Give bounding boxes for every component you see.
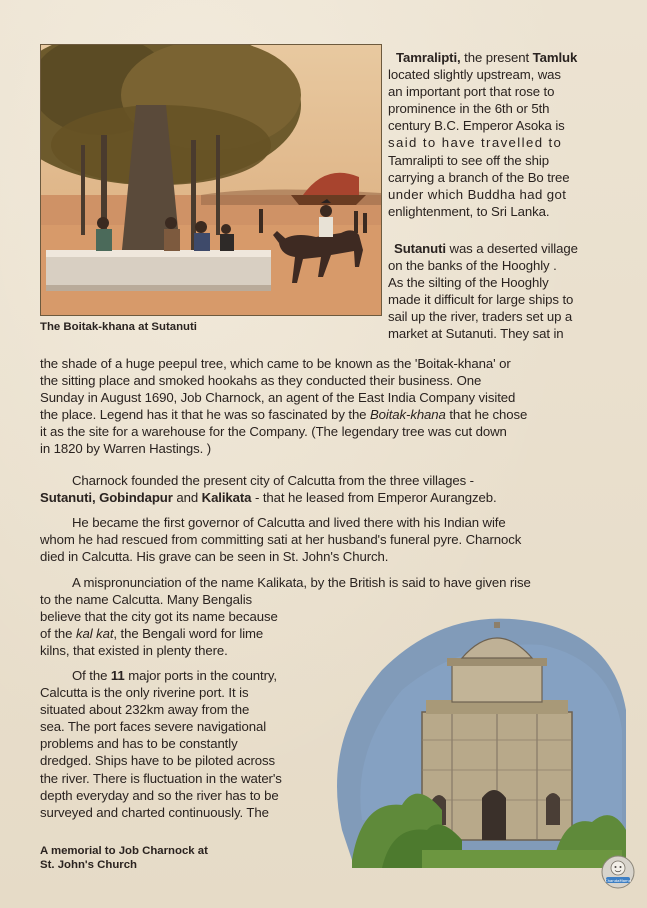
tamralipti-line-3: prominence in the 6th or 5th [388, 101, 550, 117]
ports-line-3: sea. The port faces severe navigational [40, 719, 267, 735]
boitak-line-4: it as the site for a warehouse for the Company. (The legendary tree was cut down [40, 424, 507, 440]
tamralipti-line-6: Tamralipti to see off the ship [388, 152, 549, 168]
mispronunciation-line-3a: of the [40, 626, 76, 642]
caption-memorial-line-1: St. John's Church [40, 859, 138, 871]
tamralipti-line-7: carrying a branch of the Bo tree [388, 169, 570, 185]
tamralipti-line-9: enlightenment, to Sri Lanka. [388, 203, 550, 219]
ports-11-bold: 11 [110, 668, 125, 683]
logo-text: ChandaMama [604, 877, 632, 883]
sutanuti-paragraph [388, 240, 610, 343]
boitak-line-2: Sunday in August 1690, Job Charnock, an agent of the East India Company visited [40, 390, 516, 406]
sutanuti-bold: Sutanuti [394, 241, 446, 256]
sutanuti-line-4: sail up the river, traders set up a [388, 309, 573, 325]
boitak-khana-paragraph [40, 355, 610, 458]
mispronunciation-line-4: kilns, that existed in plenty there. [40, 643, 228, 659]
memorial-drawing [322, 600, 628, 870]
sutanuti-line-3: made it difficult for large ships to [388, 292, 574, 308]
mispronunciation-line-0: A mispronunciation of the name Kalikata, by the British is said to have given rise [72, 575, 531, 590]
caption-memorial [40, 844, 208, 872]
tamralipti-line-8: under which Buddha had got [388, 186, 567, 202]
ports-line-0b: major ports in the country, [124, 668, 277, 683]
ports-line-0a: Of the [72, 668, 111, 683]
kalikata-bold: Kalikata [201, 490, 252, 506]
sutanuti-text: was a deserted village [445, 241, 578, 256]
boitak-line-0: the shade of a huge peepul tree, which came to be known as the 'Boitak-khana' or [40, 356, 511, 371]
boitak-khana-italic: Boitak-khana [369, 407, 446, 423]
villages-bold: Sutanuti, Gobindapur [40, 490, 173, 506]
ports-line-8: surveyed and charted continuously. The [40, 804, 269, 820]
governor-line-0: He became the first governor of Calcutta and lived there with his Indian wife [72, 515, 506, 530]
tamluk-bold: Tamluk [532, 50, 578, 65]
governor-paragraph [40, 514, 610, 565]
boitak-line-1: the sitting place and smoked hookahs as they conducted their business. One [40, 373, 482, 389]
chandamama-logo-mark [601, 855, 635, 889]
founded-and: and [172, 490, 202, 506]
founded-line-1-tail: - that he leased from Emperor Aurangzeb. [251, 490, 497, 506]
ports-line-1: Calcutta is the only riverine port. It is [40, 685, 249, 701]
caption-memorial-line-0: A memorial to Job Charnock at [40, 845, 208, 857]
boitak-line-3 [40, 406, 610, 423]
ports-line-4: problems and has to be constantly [40, 736, 238, 752]
memorial-illustration [322, 600, 628, 870]
ports-line-6: the river. There is fluctuation in the water's [40, 770, 282, 786]
charnock-founded-paragraph [40, 472, 610, 506]
governor-line-2: died in Calcutta. His grave can be seen in St. John's Church. [40, 549, 389, 565]
tamralipti-line-1: located slightly upstream, was [388, 67, 561, 83]
founded-line-0: Charnock founded the present city of Calcutta from the three villages - [72, 473, 474, 488]
sutanuti-line-2: As the silting of the Hooghly [388, 275, 549, 291]
tamralipti-bold: Tamralipti, [396, 50, 461, 65]
tamralipti-line-2: an important port that rose to [388, 84, 555, 100]
mispronunciation-line-1: to the name Calcutta. Many Bengalis [40, 592, 253, 608]
kal-kat-italic: kal kat [75, 626, 114, 642]
ports-line-7: depth everyday and so the river has to be [40, 787, 279, 803]
sutanuti-line-5: market at Sutanuti. They sat in [388, 326, 564, 342]
boitak-line-5: in 1820 by Warren Hastings. ) [40, 441, 212, 457]
ports-line-2: situated about 232km away from the [40, 702, 250, 718]
chandamama-logo [601, 855, 635, 889]
boitak-khana-drawing [41, 45, 381, 315]
founded-line-1 [40, 489, 610, 506]
boitak-khana-illustration [40, 44, 382, 316]
sutanuti-line-0 [388, 240, 610, 257]
mispronunciation-line-3b: , the Bengali word for lime [113, 626, 264, 642]
boitak-line-3b: that he chose [445, 407, 528, 423]
governor-line-1: whom he had rescued from committing sati at her husband's funeral pyre. Charnock [40, 532, 522, 548]
sutanuti-line-1: on the banks of the Hooghly . [388, 258, 557, 274]
tamralipti-line-0 [388, 49, 610, 66]
boitak-line-3a: the place. Legend has it that he was so fascinated by the [40, 407, 370, 423]
tamralipti-paragraph [388, 49, 610, 220]
tamralipti-text: the present [460, 50, 533, 65]
ports-paragraph [40, 667, 310, 821]
ports-line-0 [40, 667, 310, 684]
tamralipti-line-5: said to have travelled to [388, 135, 563, 151]
mispronunciation-line-2: believe that the city got its name because [40, 609, 278, 625]
tamralipti-line-4: century B.C. Emperor Asoka is [388, 118, 565, 134]
caption-boitak-khana: The Boitak-khana at Sutanuti [40, 321, 197, 333]
ports-line-5: dredged. Ships have to be piloted across [40, 753, 275, 769]
